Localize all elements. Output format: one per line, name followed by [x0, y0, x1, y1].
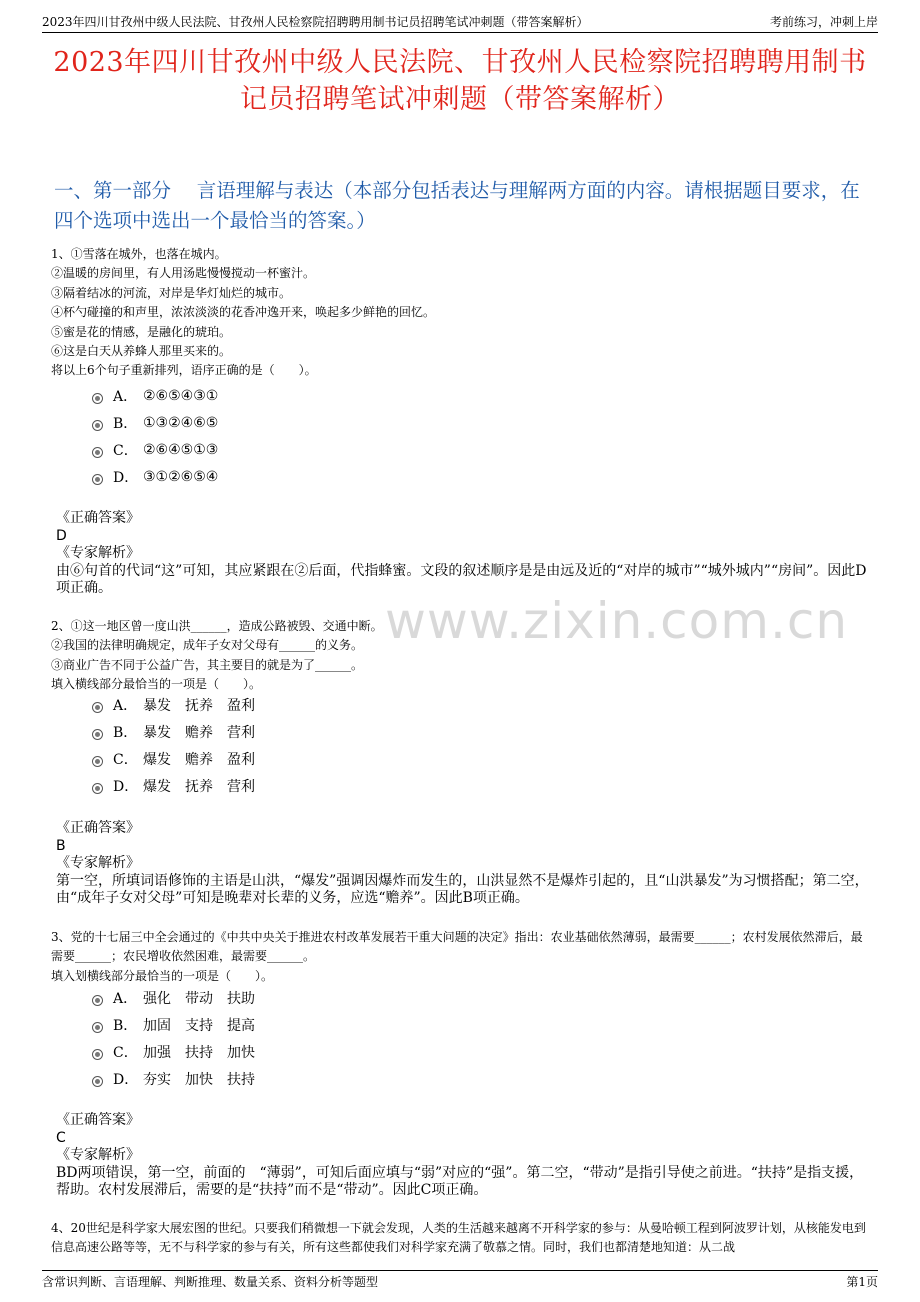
stem-line: 4、20世纪是科学家大展宏图的世纪。只要我们稍微想一下就会发现，人类的生活越来越离不开科学家的参与：从曼哈顿工程到阿波罗计划，从核能发电到信息高速公路等等，无不与科学家的参与有关，所有这些都使我们对科学家充满了敬慕之情。同时，我们也都清楚地知道：从二战 [51, 1221, 866, 1255]
option-letter: C． [113, 1044, 138, 1061]
radio-button[interactable] [92, 995, 103, 1006]
option-text: 暴发 赡养 营利 [143, 724, 255, 741]
option-text: ①③②④⑥⑤ [143, 414, 219, 431]
option-d[interactable] [92, 1065, 255, 1092]
page-number: 第1页 [846, 1275, 878, 1289]
analysis-text: BD两项错误，第一空，前面的 “薄弱”，可知后面应填与“弱”对应的“强”。第二空，“带动”是指引导使之前进。“扶持”是指支援，帮助。农村发展滞后，需要的是“扶持”而不是“带动”。因此C项正确。 [56, 1164, 864, 1198]
section-heading: 一、第一部分 言语理解与表达（本部分包括表达与理解两方面的内容。请根据题目要求，在四个选项中选出一个最恰当的答案。） [54, 179, 860, 232]
question-3-options [92, 984, 255, 1092]
option-letter: C． [113, 442, 138, 459]
option-letter: B． [113, 415, 138, 432]
correct-answer: D [56, 527, 67, 544]
footer-note: 含常识判断、言语理解、判断推理、数量关系、资料分析等题型 [42, 1275, 379, 1289]
question-4-stem [51, 1219, 874, 1258]
header-slogan: 考前练习，冲刺上岸 [769, 15, 878, 29]
option-b[interactable] [92, 1011, 255, 1038]
radio-button[interactable] [92, 1076, 103, 1087]
stem-line: 填入横线部分最恰当的一项是（ ）。 [51, 677, 262, 692]
radio-button[interactable] [92, 756, 103, 767]
stem-line: 2、①这一地区曾一度山洪______，造成公路被毁、交通中断。 [51, 619, 383, 633]
stem-line: ④杯勺碰撞的和声里，浓浓淡淡的花香冲逸开来，唤起多少鲜艳的回忆。 [51, 305, 436, 320]
analysis-label: 《专家解析》 [56, 855, 140, 871]
stem-line: 1、①雪落在城外，也落在城内。 [51, 247, 227, 261]
option-b[interactable] [92, 409, 218, 436]
answer-label: 《正确答案》 [56, 820, 140, 836]
radio-button[interactable] [92, 393, 103, 404]
option-text: 暴发 抚养 盈利 [143, 697, 255, 714]
question-2-options [92, 691, 255, 799]
analysis-text: 第一空，所填词语修饰的主语是山洪，“爆发”强调因爆炸而发生的，山洪显然不是爆炸引起的，且“山洪暴发”为习惯搭配；第二空，由“成年子女对父母”可知是晚辈对长辈的义务，应选“赡养”。因此B项正确。 [56, 872, 869, 906]
option-letter: A． [113, 388, 138, 405]
option-letter: C． [113, 751, 138, 768]
answer-label: 《正确答案》 [56, 510, 140, 526]
option-text: 加强 扶持 加快 [143, 1044, 255, 1061]
watermark: www.zixin.com.cn [385, 592, 849, 650]
stem-line: ⑤蜜是花的情感，是融化的琥珀。 [51, 324, 232, 339]
question-3-answer-block [56, 1112, 874, 1200]
question-1-options [92, 382, 218, 490]
radio-button[interactable] [92, 420, 103, 431]
option-d[interactable] [92, 772, 255, 799]
option-letter: B． [113, 724, 138, 741]
option-letter: D． [113, 469, 139, 486]
question-1-stem [51, 245, 874, 381]
correct-answer: C [56, 1129, 66, 1146]
stem-line: ③商业广告不同于公益广告，其主要目的就是为了______。 [51, 657, 364, 672]
page-header [42, 12, 878, 33]
question-1-answer-block [56, 510, 874, 598]
analysis-text: 由⑥句首的代词“这”可知，其应紧跟在②后面，代指蜂蜜。文段的叙述顺序是是由远及近的“对岸的城市”“城外城内”“房间”。因此D项正确。 [56, 562, 867, 596]
question-2-answer-block [56, 820, 874, 908]
radio-button[interactable] [92, 783, 103, 794]
radio-button[interactable] [92, 1049, 103, 1060]
radio-button[interactable] [92, 447, 103, 458]
option-c[interactable] [92, 745, 255, 772]
page-footer [42, 1270, 878, 1289]
stem-line: 将以上6个句子重新排列，语序正确的是（ ）。 [51, 363, 317, 378]
stem-line: ②我国的法律明确规定，成年子女对父母有______的义务。 [51, 638, 364, 653]
document-title: 2023年四川甘孜州中级人民法院、甘孜州人民检察院招聘聘用制书记员招聘笔试冲刺题（带答案解析） [53, 47, 867, 115]
radio-button[interactable] [92, 474, 103, 485]
stem-line: ②温暖的房间里，有人用汤匙慢慢搅动一杯蜜汁。 [51, 266, 316, 281]
option-c[interactable] [92, 436, 218, 463]
option-letter: D． [113, 1071, 139, 1088]
option-letter: A． [113, 990, 138, 1007]
analysis-label: 《专家解析》 [56, 1147, 140, 1163]
header-doc-title: 2023年四川甘孜州中级人民法院、甘孜州人民检察院招聘聘用制书记员招聘笔试冲刺题（带答案解析） [42, 15, 589, 29]
stem-line: ⑥这是白天从养蜂人那里买来的。 [51, 344, 232, 359]
stem-line: 填入划横线部分最恰当的一项是（ ）。 [51, 968, 274, 983]
option-c[interactable] [92, 1038, 255, 1065]
stem-line: 3、党的十七届三中全会通过的《中共中央关于推进农村改革发展若干重大问题的决定》指出：农业基础依然薄弱，最需要______；农村发展依然滞后，最需要______；农民增收依然困难，最需要______。 [51, 930, 863, 964]
option-letter: A． [113, 697, 138, 714]
option-a[interactable] [92, 691, 255, 718]
option-text: ②⑥④⑤①③ [143, 441, 219, 458]
option-text: 爆发 抚养 营利 [143, 778, 255, 795]
option-a[interactable] [92, 382, 218, 409]
radio-button[interactable] [92, 702, 103, 713]
stem-line: ③隔着结冰的河流，对岸是华灯灿烂的城市。 [51, 285, 292, 300]
analysis-label: 《专家解析》 [56, 545, 140, 561]
option-text: ③①②⑥⑤④ [143, 468, 219, 485]
option-letter: D． [113, 778, 139, 795]
option-a[interactable] [92, 984, 255, 1011]
option-b[interactable] [92, 718, 255, 745]
option-text: 爆发 赡养 盈利 [143, 751, 255, 768]
question-2-stem [51, 617, 874, 695]
option-text: ②⑥⑤④③① [143, 387, 219, 404]
option-letter: B． [113, 1017, 138, 1034]
answer-label: 《正确答案》 [56, 1112, 140, 1128]
option-text: 夯实 加快 扶持 [143, 1071, 255, 1088]
radio-button[interactable] [92, 1022, 103, 1033]
correct-answer: B [56, 837, 66, 854]
question-3-stem [51, 928, 874, 986]
option-text: 加固 支持 提高 [143, 1017, 255, 1034]
radio-button[interactable] [92, 729, 103, 740]
option-text: 强化 带动 扶助 [143, 990, 255, 1007]
option-d[interactable] [92, 463, 218, 490]
